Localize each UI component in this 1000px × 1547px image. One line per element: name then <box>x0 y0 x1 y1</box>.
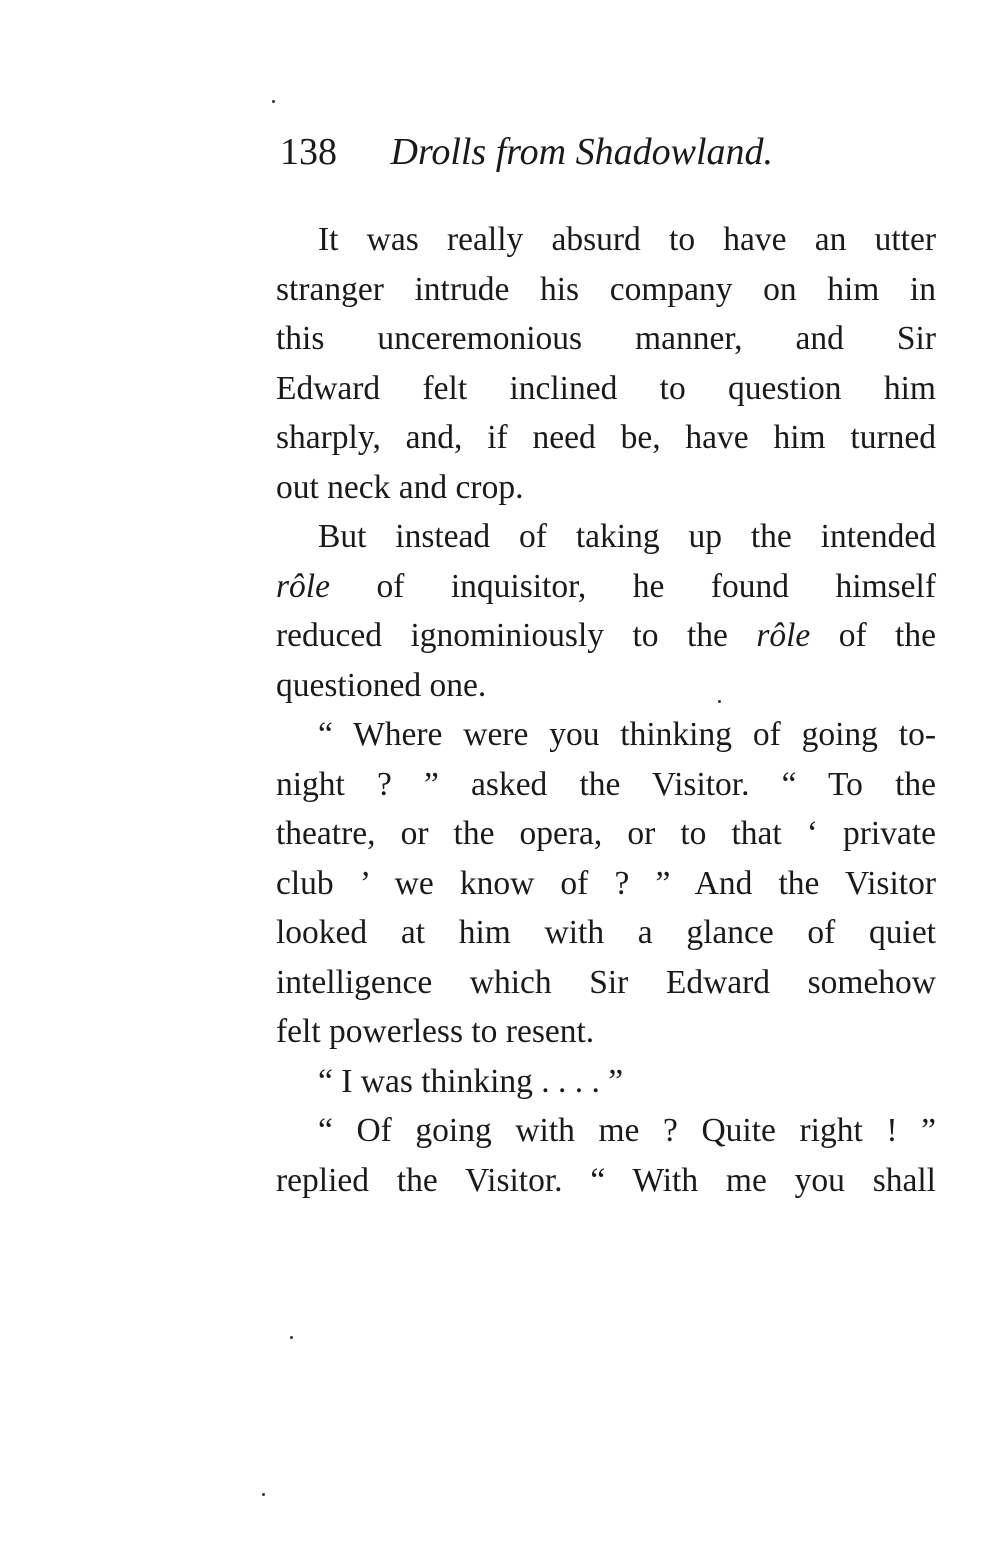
text-line: this unceremonious manner, and Sir <box>276 320 936 357</box>
paragraph <box>276 215 936 512</box>
print-speck <box>262 1493 265 1496</box>
text-segment: of the <box>810 617 936 654</box>
text-line: “ Where were you thinking of going to- <box>318 716 936 753</box>
text-segment: reduced ignominiously to the <box>276 617 757 654</box>
text-line: felt powerless to resent. <box>276 1013 595 1050</box>
text-line: “ I was thinking . . . . ” <box>318 1062 624 1100</box>
print-speck <box>290 1336 293 1339</box>
text-line: out neck and crop. <box>276 468 524 506</box>
running-title: Drolls from Shadowland. <box>390 131 774 173</box>
text-line: replied the Visitor. “ With me you shall <box>276 1161 936 1199</box>
running-header <box>280 128 940 176</box>
text-line: looked at him with a glance of quiet <box>276 914 936 951</box>
text-segment: of inquisitor, he found himself <box>329 567 936 605</box>
print-speck <box>718 700 721 703</box>
text-line: It was really absurd to have an utter <box>318 221 936 258</box>
text-line: intelligence which Sir Edward somehow <box>276 963 936 1001</box>
paragraph <box>276 1106 936 1205</box>
print-speck <box>272 100 275 103</box>
paragraph <box>276 1057 936 1107</box>
text-line: questioned one. <box>276 666 487 704</box>
text-line: theatre, or the opera, or to that ‘ private <box>276 815 936 852</box>
text-line: Edward felt inclined to question him <box>276 369 936 407</box>
paragraph <box>276 710 936 1057</box>
italic-word: rôle <box>756 617 811 654</box>
text-line: night ? ” asked the Visitor. “ To the <box>276 765 936 803</box>
text-line: stranger intrude his company on him in <box>276 270 936 308</box>
text-line: sharply, and, if need be, have him turned <box>276 419 936 456</box>
page-number: 138 <box>280 131 337 173</box>
text-line: club ’ we know of ? ” And the Visitor <box>276 864 936 902</box>
italic-word: rôle <box>276 567 330 605</box>
text-line: “ Of going with me ? Quite right ! ” <box>318 1112 936 1149</box>
text-line <box>276 611 936 661</box>
text-line <box>276 562 936 612</box>
paragraph <box>276 512 936 710</box>
body-text <box>276 215 936 1205</box>
text-line: But instead of taking up the intended <box>318 518 936 555</box>
